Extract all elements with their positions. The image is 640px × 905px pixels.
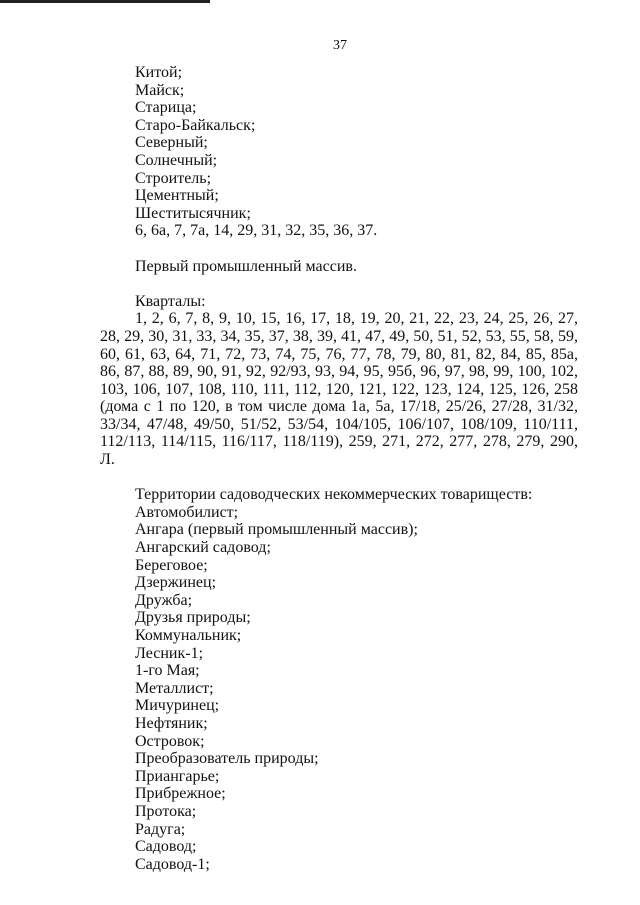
scan-top-rule [0,0,210,3]
list-item: Ангара (первый промышленный массив); [135,521,418,539]
list-item: Островок; [135,732,205,750]
document-body [100,64,578,873]
list-item: Старо-Байкальск; [135,116,256,134]
list-item: Коммунальник; [135,627,242,644]
list-item: Китой; [135,64,183,81]
list-item: 1-го Мая; [135,662,200,680]
list-item: Мичуринец; [135,697,220,715]
list-item: Дружба; [135,591,193,609]
list-item: Приангарье; [135,767,220,785]
list-item: Старица; [135,99,197,117]
list-item: Цементный; [135,187,219,205]
list-item: Северный; [135,134,208,152]
list-item: Ангарский садовод; [135,539,271,557]
list-item: Протока; [135,802,197,820]
settlement-list [100,64,578,240]
list-item: 6, 6а, 7, 7а, 14, 29, 31, 32, 35, 36, 37. [135,222,378,240]
list-item: Дзержинец; [135,574,217,592]
list-item: Автомобилист; [135,503,239,521]
list-item: Солнечный; [135,151,218,169]
quarters-heading: Кварталы: [135,292,206,310]
list-item: Шеститысячник; [135,204,251,222]
paragraph-gap [100,275,578,293]
list-item: Садовод-1; [135,855,210,873]
list-item: Преобразователь природы; [135,750,319,768]
list-item: Прибрежное; [135,785,226,803]
quarters-paragraph: 1, 2, 6, 7, 8, 9, 10, 15, 16, 17, 18, 19, 20, 21, 22, 23, 24, 25, 26, 27, 28, 29, 30, 31, 33, 34, 35, 37, 38, 39, 41, 47, 49, 50, 51, 52, 53, 55, 58, 59, 60, 61, 63, 64, 71, 72, 73, 74, 75, 76, 77, 78, 79, 80, 81, 82, 84, 85, 85а, 86, 87, 88, 89, 90, 91, 92, 92/93, 93, 94, 95, 95б, 96, 97, 98, 99, 100, 102, 103, 106, 107, 108, 110, 111, 112, 120, 121, 122, 123, 124, 125, 126, 258 (дома с 1 по 120, в том числе дома 1а, 5а, 17/18, 25/26, 27/28, 31/32, 33/34, 47/48, 49/50, 51/52, 53/54, 104/105, 106/107, 108/109, 110/111, 112/113, 114/115, 116/117, 118/119), 259, 271, 272, 277, 278, 279, 290, Л. [100,310,578,469]
paragraph-gap [100,240,578,258]
list-item: Строитель; [135,169,212,187]
list-item: Майск; [135,81,185,99]
list-item: Береговое; [135,556,208,574]
territories-heading: Территории садоводческих некоммерческих товариществ: [135,486,533,504]
list-item: Лесник-1; [135,644,204,662]
massif-heading: Первый промышленный массив. [135,257,357,275]
paragraph-gap [100,469,578,487]
territories-list [100,504,578,873]
list-item: Друзья природы; [135,609,251,627]
list-item: Садовод; [135,838,197,856]
page-number: 37 [333,38,347,53]
list-item: Радуга; [135,820,186,838]
list-item: Металлист; [135,679,214,697]
list-item: Нефтяник; [135,714,208,732]
